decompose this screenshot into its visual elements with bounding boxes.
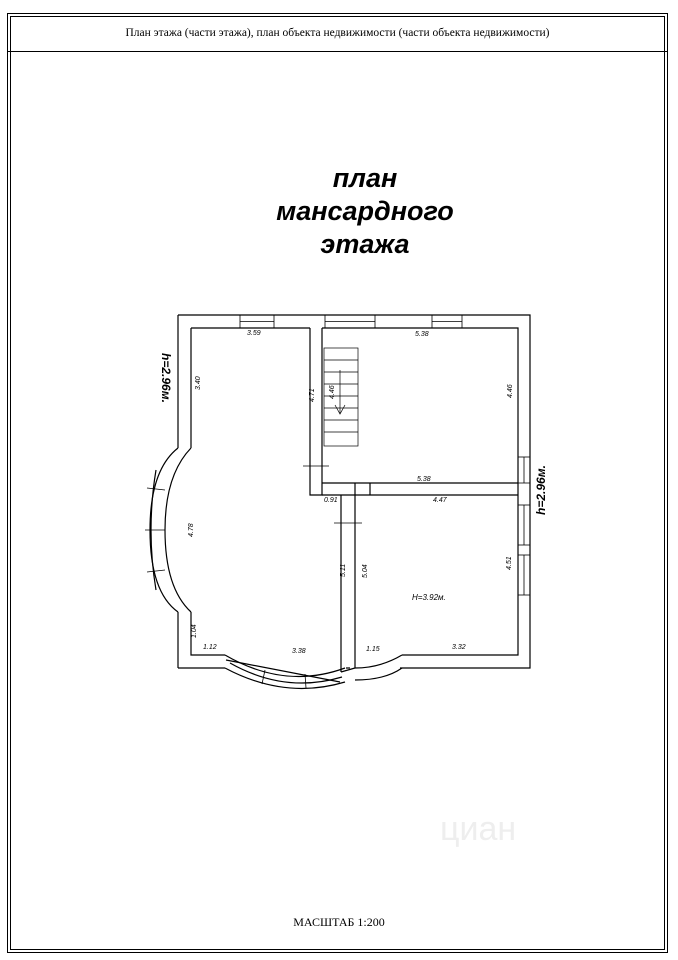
dim-478: 4.78: [188, 523, 195, 537]
dim-332: 3.32: [452, 644, 466, 651]
dim-446b: 4.46: [507, 384, 514, 398]
dim-115: 1.15: [366, 646, 380, 653]
sheet-header: План этажа (части этажа), план объекта недвижимости (части объекта недвижимости): [8, 14, 667, 52]
dim-359: 3.59: [247, 330, 261, 337]
dim-338: 3.38: [292, 648, 306, 655]
right-height-label: h=2.96м.: [534, 465, 548, 515]
bottom-arc-inner: [225, 655, 345, 676]
room-height-label: H=3.92м.: [412, 593, 446, 602]
scale-label: МАСШТАБ 1:200: [293, 915, 385, 929]
watermark: циан: [440, 810, 517, 848]
dim-538-top: 5.38: [415, 331, 429, 338]
title-line-2: мансардного: [276, 196, 454, 226]
title-line-3: этажа: [320, 229, 410, 259]
title-line-1: план: [332, 163, 398, 193]
dim-104: 1.04: [191, 624, 198, 638]
partition-upper: [310, 328, 322, 495]
left-height-label: h=2.96м.: [159, 353, 173, 403]
dim-446a: 4.46: [329, 385, 336, 399]
dim-538-mid: 5.38: [417, 476, 431, 483]
outer-wall: [178, 315, 530, 682]
partition-lower: [341, 495, 355, 672]
dim-340: 3.40: [195, 376, 202, 390]
left-room-bottom: [178, 612, 225, 668]
dim-112: 1.12: [203, 644, 217, 651]
dim-471: 4.71: [309, 388, 316, 402]
dim-511: 5.11: [340, 563, 347, 577]
dim-091: 0.91: [324, 497, 338, 504]
partition-horizontal: [322, 483, 518, 495]
dim-451: 4.51: [506, 556, 513, 570]
dim-447: 4.47: [433, 497, 447, 504]
right-arc: [355, 655, 402, 680]
dim-504: 5.04: [362, 564, 369, 578]
